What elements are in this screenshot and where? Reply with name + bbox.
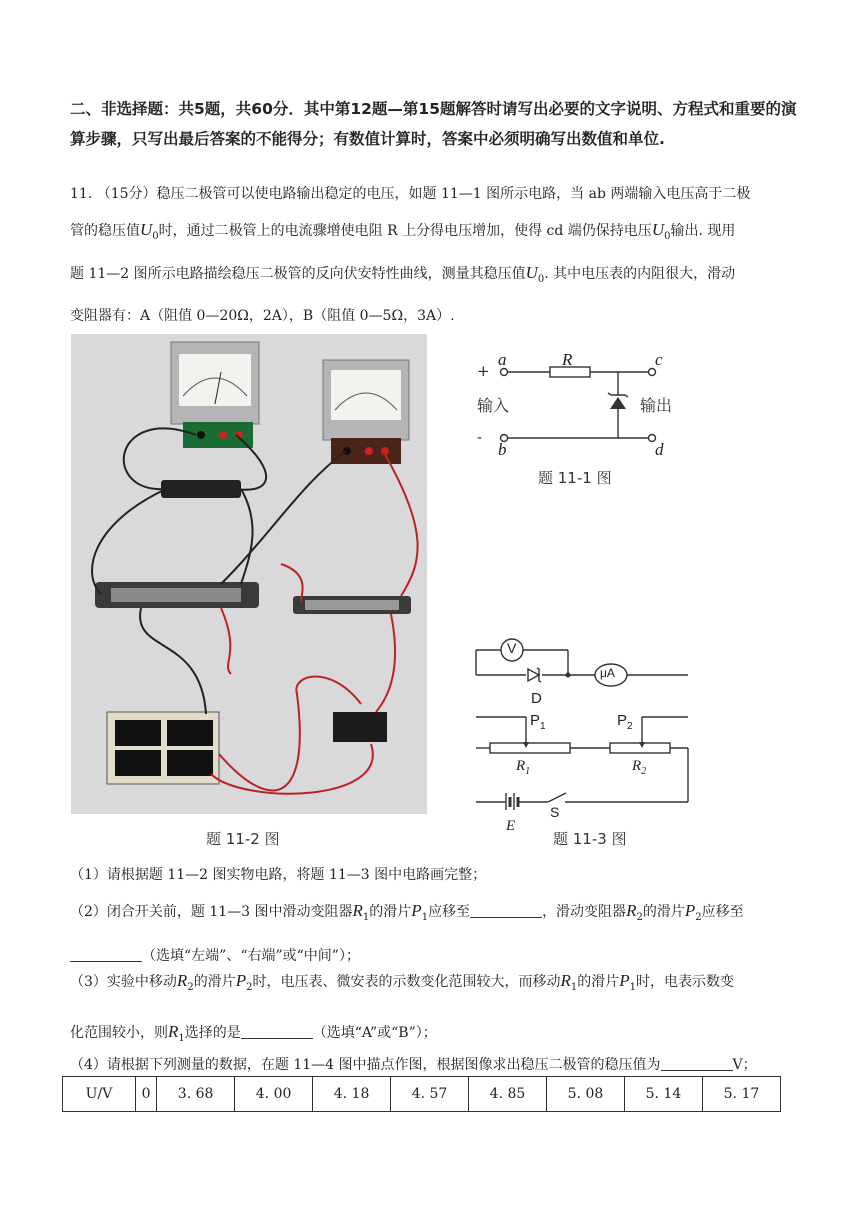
q2-text-a: （2）闭合开关前，题 11—3 图中滑动变阻器 [70,904,353,920]
fig3-label-e: E [506,818,516,834]
q2-text-f: 应移至 [701,904,744,920]
fig3-label-v: V [507,640,517,656]
table-cell: 3. 68 [157,1077,235,1112]
symbol-u: U [140,220,153,239]
problem-line3a: 题 11—2 图所示电路描绘稳压二极管的反向伏安特性曲线，测量其稳压值 [70,265,526,282]
q2-text-c: 应移至 [428,904,471,920]
fig1-caption: 题 11-1 图 [538,469,612,487]
answer-blank[interactable] [470,903,542,918]
voltage-table [62,1076,781,1112]
q3-text-h: （选填“A”或“B”）； [312,1024,437,1041]
fig1-label-plus: + [477,362,490,380]
fig3-label-r2 [632,758,646,777]
symbol-r: R [352,901,363,920]
table-cell: 4. 00 [235,1077,313,1112]
subscript: 2 [636,911,643,923]
symbol-r: R [560,971,571,990]
switch-icon [548,793,566,802]
table-cell: 4. 57 [391,1077,469,1112]
fig1-label-a: a [498,350,507,369]
fig1-label-output: 输出 [640,396,673,415]
symbol-p: P [235,971,247,990]
fig1-label-c: c [655,350,663,369]
microammeter-image [323,360,409,464]
symbol-u: U [525,262,538,282]
problem-statement [70,176,800,334]
subscript: 1 [362,911,370,923]
fig1-label-d: d [655,440,664,459]
q2-text-d: ，滑动变阻器 [542,904,627,920]
zener-diode-icon [528,668,541,682]
fig1-label-b: b [498,440,507,459]
r2-subscript: 2 [641,766,647,777]
switch-image [333,712,387,742]
q3-text-a: （3）实验中移动 [70,974,177,990]
table-cell: 5. 17 [702,1077,780,1112]
table-cell: 0 [136,1077,157,1112]
problem-line3b: . 其中电压表的内阻很大，滑动 [544,265,736,282]
fig3-label-p2 [617,712,633,732]
subscript: 1 [421,911,429,923]
table-cell: 4. 18 [313,1077,391,1112]
question-1: （1）请根据题 11—2 图实物电路，将题 11—3 图中电路画完整； [70,867,487,883]
subscript: 2 [246,981,253,993]
symbol-p: P [684,901,696,920]
q3-text-e: 时，电表示数变 [635,974,734,990]
fig1-label-r: R [562,350,573,369]
problem-line2b: 时，通过二极管上的电流骤增使电阻 R 上分得电压增加，使得 cd 端仍保持电压 [158,223,652,239]
q3-text-d: 的滑片 [577,974,620,990]
problem-line4: 变阻器有：A（阻值 0—20Ω，2A），B（阻值 0—5Ω，3A）. [70,307,455,324]
q2-text-g: （选填“左端”、“右端”或“中间”）； [142,947,360,964]
subscript: 2 [187,981,194,993]
fig3-label-p1 [530,712,546,732]
diode-holder-image [161,480,241,498]
r1-subscript: 1 [525,766,531,777]
symbol-p: P [619,971,630,990]
fig3-circuit [470,630,700,810]
subscript: 0 [537,273,545,285]
symbol-r: R [626,901,637,920]
zener-diode-icon [608,393,628,409]
table-cell: 5. 08 [546,1077,624,1112]
fig1-label-input: 输入 [477,396,510,415]
question-2 [70,896,800,971]
fig1-label-minus: - [477,428,483,446]
q3-text-g: 选择的是 [184,1024,241,1041]
subscript: 0 [664,230,671,242]
subscript: 1 [178,1032,185,1044]
q3-text-f: 化范围较小，则 [70,1024,168,1041]
q2-text-e: 的滑片 [642,904,685,920]
fig3-label-s: S [550,804,560,820]
r1-letter: R [516,758,526,774]
p2-letter: P [617,712,628,729]
table-cell: 4. 85 [469,1077,547,1112]
problem-score: （15分） [96,186,157,202]
problem-number: 11. [70,186,93,202]
symbol-u: U [651,220,665,239]
p1-subscript: 1 [540,721,546,732]
subscript: 1 [629,981,636,993]
section-header: 二、非选择题：共5题，共60分．其中第12题—第15题解答时请写出必要的文字说明、方程式和重要的演算步骤，只写出最后答案的不能得分；有数值计算时，答案中必须明确写出数值和单位. [70,100,797,148]
fig3-label-ua: μA [600,666,615,680]
problem-line1: 稳压二极管可以使电路输出稳定的电压，如题 11—1 图所示电路，当 ab 两端输入电压高于二极 [156,186,751,202]
problem-line2a: 管的稳压值 [70,223,140,239]
symbol-r: R [168,1021,179,1041]
fig3-label-r1 [516,758,530,777]
answer-blank[interactable] [661,1056,733,1071]
table-row [63,1077,781,1112]
q4-text: （4）请根据下列测量的数据，在题 11—4 图中描点作图，根据图像求出稳压二极管的稳压值为 [70,1057,661,1073]
circuit-photo [71,334,427,814]
rheostat-r2-icon [610,743,670,753]
fig2-caption: 题 11-2 图 [206,830,280,848]
answer-blank[interactable] [70,947,142,962]
q3-text-c: 时，电压表、微安表的示数变化范围较大，而移动 [252,974,561,990]
fig3-label-d: D [531,690,542,707]
problem-line2c: 输出. 现用 [670,223,736,239]
p1-letter: P [530,712,541,729]
symbol-r: R [176,971,188,990]
rheostat-r1-icon [490,743,570,753]
symbol-p: P [411,901,422,920]
r2-letter: R [632,758,642,774]
subscript: 0 [152,230,159,242]
q3-text-b: 的滑片 [193,974,236,990]
p2-subscript: 2 [627,721,633,732]
fig3-caption: 题 11-3 图 [553,830,627,848]
q2-text-b: 的滑片 [369,904,412,920]
table-header-cell: U/V [63,1077,136,1112]
subscript: 1 [570,981,578,993]
answer-blank[interactable] [241,1024,313,1039]
subscript: 2 [695,911,702,923]
battery-icon [506,793,518,810]
table-cell: 5. 14 [624,1077,702,1112]
q4-unit: V； [732,1057,757,1073]
question-3 [70,966,800,1054]
